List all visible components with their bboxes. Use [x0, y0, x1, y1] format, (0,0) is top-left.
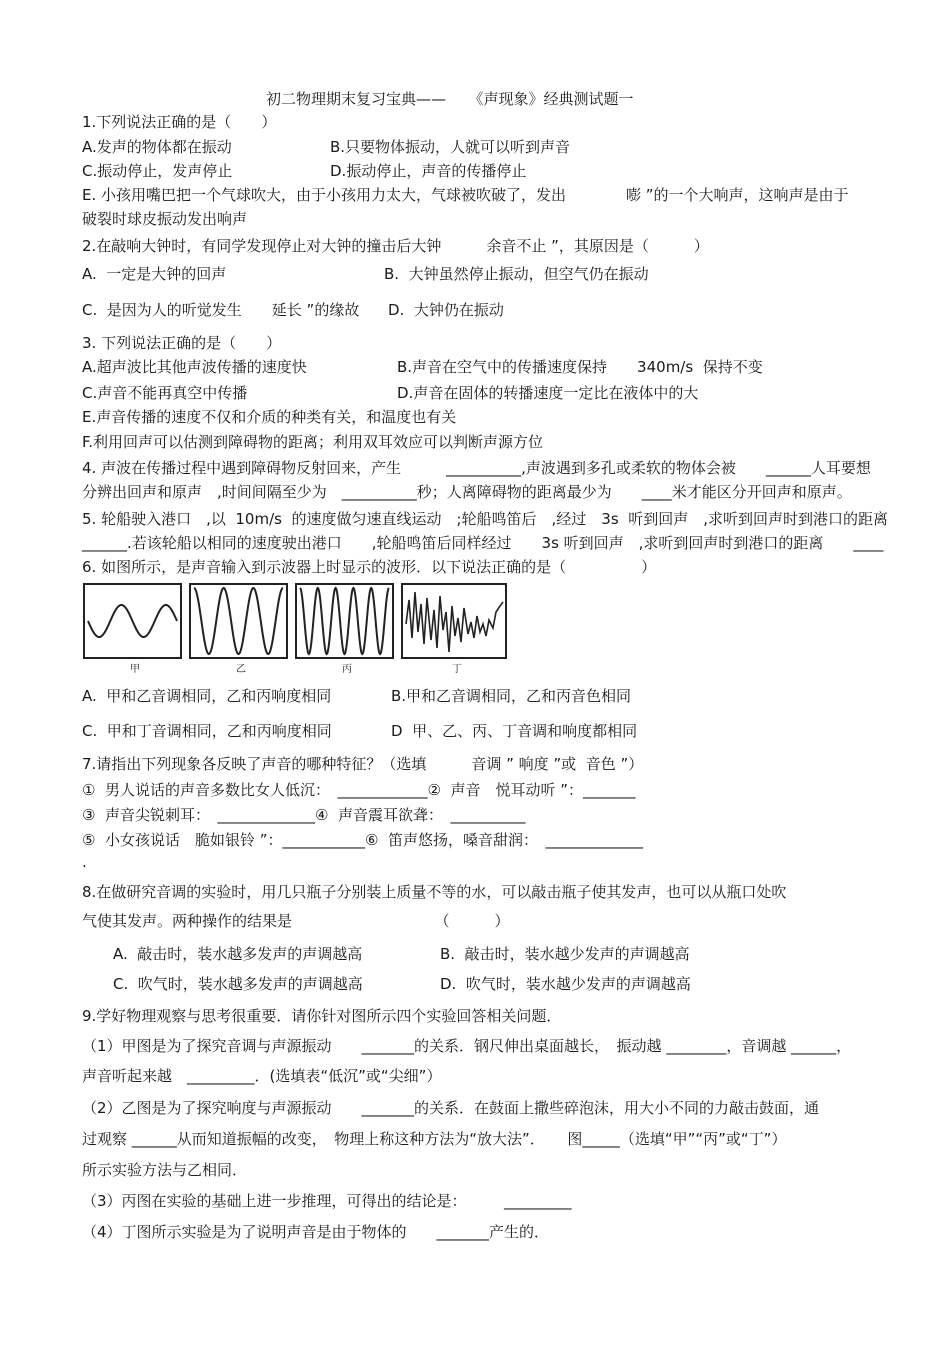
q3-option-f: F.利用回声可以估测到障碍物的距离；利用双耳效应可以判断声源方位: [82, 433, 543, 451]
waveform-caption-ding: 丁: [452, 664, 462, 675]
waveform-caption-yi: 乙: [236, 664, 246, 675]
q5-line2: ______.若该轮船以相同的速度驶出港口 ,轮船鸣笛后同样经过 3s 听到回声 ,求听到回声时到港口的距离 ____: [82, 534, 884, 552]
waveform-panel-yi: [190, 584, 287, 658]
oscilloscope-waveforms-figure: [82, 582, 508, 676]
q1-option-e-line2: 破裂时球皮振动发出响声: [82, 210, 248, 228]
q9-part3: （3）丙图在实验的基础上进一步推理，可得出的结论是： _________: [82, 1192, 572, 1210]
q8-option-c: C. 吹气时，装水越多发声的声调越高: [113, 975, 363, 993]
q6-stem: 6. 如图所示，是声音输入到示波器上时显示的波形．以下说法正确的是（ ）: [82, 558, 657, 576]
q8-option-a: A. 敲击时，装水越多发声的声调越高: [113, 945, 363, 963]
q9-part1-line2: 声音听起来越 _________．(选填表“低沉”或“尖细”）: [82, 1067, 442, 1085]
q1-stem: 1.下列说法正确的是（ ）: [82, 113, 277, 131]
q1-option-c: C.振动停止，发声停止: [82, 162, 233, 180]
q9-part2-line3: 所示实验方法与乙相同．: [82, 1161, 248, 1179]
q7-line2: ③ 声音尖锐刺耳： _____________④ 声音震耳欲聋： __________: [82, 806, 526, 824]
q2-option-a: A. 一定是大钟的回声: [82, 265, 227, 283]
q9-part1-line1: （1）甲图是为了探究音调与声源振动 _______的关系．钢尺伸出桌面越长， 振动越 ________，音调越 ______，: [82, 1037, 852, 1055]
q5-line1: 5. 轮船驶入港口 ,以 10m/s 的速度做匀速直线运动 ;轮船鸣笛后 ,经过 3s 听到回声 ,求听到回声时到港口的距离: [82, 510, 888, 528]
q9-stem: 9.学好物理观察与思考很重要．请你针对图所示四个实验回答相关问题．: [82, 1007, 562, 1025]
q2-option-b: B. 大钟虽然停止振动，但空气仍在振动: [384, 265, 649, 283]
q6-option-b: B.甲和乙音调相同，乙和丙音色相同: [391, 687, 632, 705]
q2-stem: 2.在敲响大钟时，有同学发现停止对大钟的撞击后大钟 余音不止 ”，其原因是（ ）: [82, 237, 709, 255]
q9-part2-line1: （2）乙图是为了探究响度与声源振动 _______的关系．在鼓面上撒些碎泡沫，用大小不同的力敲击鼓面，通: [82, 1099, 820, 1117]
waveform-ding: [406, 592, 503, 652]
q3-stem: 3. 下列说法正确的是（ ）: [82, 334, 282, 352]
q3-option-d: D.声音在固体的转播速度一定比在液体中的大: [397, 384, 699, 402]
q3-option-b: B.声音在空气中的传播速度保持 340m/s 保持不变: [397, 358, 763, 376]
q3-option-a: A.超声波比其他声波传播的速度快: [82, 358, 307, 376]
q6-option-c: C. 甲和丁音调相同，乙和丙响度相同: [82, 722, 332, 740]
q1-option-a: A.发声的物体都在振动: [82, 138, 232, 156]
q7-line1: ① 男人说话的声音多数比女人低沉： ____________② 声音 悦耳动听 ”：_______: [82, 781, 636, 799]
q4-line1: 4. 声波在传播过程中遇到障碍物反射回来，产生 __________,声波遇到多孔或柔软的物体会被 ______人耳要想: [82, 459, 871, 477]
waveform-caption-bing: 丙: [342, 664, 352, 675]
q1-option-e-line1: E. 小孩用嘴巴把一个气球吹大，由于小孩用力太大，气球被吹破了，发出 嘭 ”的一个大响声，这响声是由于: [82, 186, 849, 204]
q3-option-c: C.声音不能再真空中传播: [82, 384, 248, 402]
q6-option-a: A. 甲和乙音调相同，乙和丙响度相同: [82, 687, 332, 705]
q1-option-b: B.只要物体振动，人就可以听到声音: [330, 138, 571, 156]
q2-option-d: D. 大钟仍在振动: [388, 301, 504, 319]
doc-title: 初二物理期末复习宝典—— 《声现象》经典测试题一: [266, 90, 634, 108]
q6-option-d: D 甲、乙、丙、丁音调和响度都相同: [391, 722, 638, 740]
waveform-jia: [88, 605, 177, 637]
q9-part4: （4）丁图所示实验是为了说明声音是由于物体的 _______产生的．: [82, 1223, 550, 1241]
q8-option-b: B. 敲击时，装水越少发声的声调越高: [440, 945, 690, 963]
q7-trailing-dot: .: [82, 853, 87, 871]
q7-stem: 7.请指出下列现象各反映了声音的哪种特征？（选填 音调 ” 响度 ”或 音色 ”）: [82, 755, 644, 773]
q2-option-c: C. 是因为人的听觉发生 延长 ”的缘故: [82, 301, 360, 319]
q4-line2: 分辨出回声和原声 ,时间间隔至少为 __________秒；人离障碍物的距离最少为 ____米才能区分开回声和原声。: [82, 483, 852, 501]
q9-part2-line2: 过观察 ______从而知道振幅的改变， 物理上称这种方法为“放大法”． 图_____（选填“甲”“丙”或“丁”）: [82, 1130, 787, 1148]
q8-line2: 气使其发声。两种操作的结果是 （ ）: [82, 912, 510, 930]
waveform-bing: [300, 588, 389, 654]
q7-line3: ⑤ 小女孩说话 脆如银铃 ”：___________⑥ 笛声悠扬，嗓音甜润： _____________: [82, 831, 644, 849]
waveform-yi: [194, 588, 283, 654]
q8-line1: 8.在做研究音调的实验时，用几只瓶子分别装上质量不等的水，可以敲击瓶子使其发声，也可以从瓶口处吹: [82, 883, 787, 901]
q3-option-e: E.声音传播的速度不仅和介质的种类有关，和温度也有关: [82, 408, 457, 426]
waveform-caption-jia: 甲: [130, 664, 140, 675]
q8-option-d: D. 吹气时，装水越少发声的声调越高: [440, 975, 691, 993]
q1-option-d: D.振动停止，声音的传播停止: [330, 162, 527, 180]
